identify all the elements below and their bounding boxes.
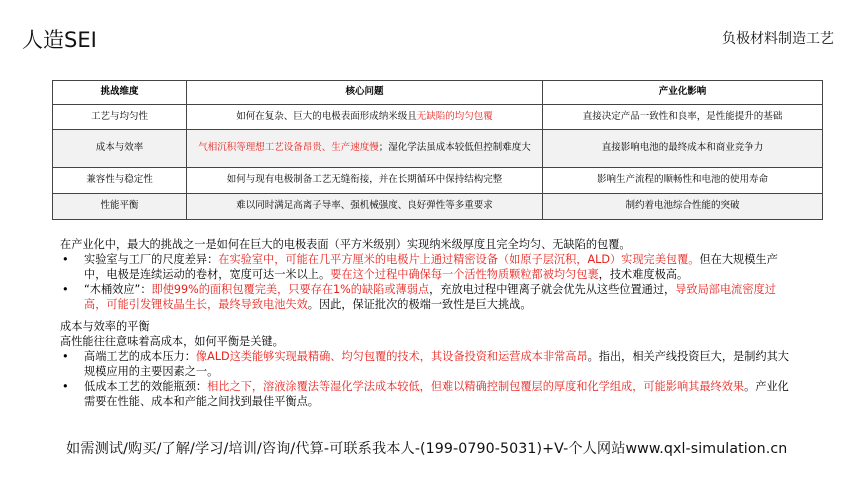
table-header-row [53,81,823,105]
bullet-lead: “木桶效应”： [84,283,152,296]
issue-text: ；湿化学法虽成本较低但控制难度大 [378,142,531,154]
table-row [53,194,823,220]
bullet-lead: 低成本工艺的效能瓶颈： [84,380,208,393]
header-issue: 核心问题 [187,81,543,105]
cell-dimension: 工艺与均匀性 [53,105,187,130]
uniformity-bullets [60,252,790,312]
bullet-lead: 高端工艺的成本压力： [84,350,196,363]
list-item [60,282,790,312]
cell-issue: 难以同时满足高离子导率、强机械强度、良好弹性等多重要求 [187,194,543,220]
cell-dimension: 兼容性与稳定性 [53,168,187,194]
issue-highlight: 无缺陷的均匀包覆 [416,110,493,122]
issue-highlight: 气相沉积等理想工艺设备昂贵、生产速度慢 [198,142,379,154]
bullet-highlight: 像ALD这类能够实现最精确、均匀包覆的技术，其设备投资和运营成本非常高昂 [195,350,588,363]
challenge-table [52,80,823,220]
bullet-highlight: 要在这个过程中确保每一个活性物质颗粒都被均匀包裹 [330,268,599,281]
cell-impact: 直接决定产品一致性和良率，是性能提升的基础 [543,105,823,130]
bullet-text: 但在大规模生产中，电极是连续运动的卷材，宽度可达一米以上。 [84,253,778,281]
cell-dimension: 性能平衡 [53,194,187,220]
list-item [60,252,790,282]
footer-contact: 如需测试/购买/了解/学习/培训/咨询/代算-可联系我本人-(199-0790-5031)+V-个人网站www.qxl-simulation.cn [66,441,788,457]
table-row [53,105,823,130]
section-title: 成本与效率的平衡 [60,320,150,333]
cell-issue [187,130,543,168]
header-dimension: 挑战维度 [53,81,187,105]
cell-impact: 制约着电池综合性能的突破 [543,194,823,220]
bullet-text: 。产业化需要在性能、成本和产能之间找到最佳平衡点。 [84,380,789,408]
cell-issue [187,105,543,130]
cell-impact: 直接影响电池的最终成本和商业竞争力 [543,130,823,168]
bullet-text: 。因此，保证批次的极端一致性是巨大挑战。 [307,298,532,311]
cost-bullets [60,349,790,409]
intro-paragraph: 在产业化中，最大的挑战之一是如何在巨大的电极表面（平方米级别）实现纳米级厚度且完全均匀、无缺陷的包覆。 [60,238,631,251]
cell-dimension: 成本与效率 [53,130,187,168]
section-intro: 高性能往往意味着高成本，如何平衡是关键。 [60,335,284,348]
body-text [60,237,790,409]
header-impact: 产业化影响 [543,81,823,105]
table-row [53,168,823,194]
bullet-text: ，技术难度极高。 [598,268,689,281]
cell-issue: 如何与现有电极制备工艺无缝衔接，并在长期循环中保持结构完整 [187,168,543,194]
issue-text: 如何在复杂、巨大的电极表面形成纳米级且 [236,110,417,122]
bullet-highlight: 在实验室中，可能在几平方厘米的电极片上通过精密设备（如原子层沉积，ALD）实现完美包覆。 [218,253,700,266]
bullet-text: ，充放电过程中锂离子就会优先从这些位置通过， [429,283,676,296]
list-item [60,379,790,409]
bullet-highlight: 即使99%的面积包覆完美，只要存在1%的缺陷或薄弱点 [151,283,430,296]
bullet-highlight: 导致局部电流密度过高，可能引发锂枝晶生长，最终导致电池失效 [84,283,776,311]
page-title: 人造SEI [22,28,97,52]
list-item [60,349,790,379]
page-subtitle: 负极材料制造工艺 [722,31,834,47]
table-row [53,130,823,168]
bullet-text: 。指出，相关产线投资巨大，是制约其大规模应用的主要因素之一。 [84,350,789,378]
bullet-highlight: 相比之下，溶液涂覆法等湿化学法成本较低，但难以精确控制包覆层的厚度和化学组成，可能影响其最终效果 [207,380,745,393]
cell-impact: 影响生产流程的顺畅性和电池的使用寿命 [543,168,823,194]
bullet-lead: 实验室与工厂的尺度差异： [84,253,219,266]
